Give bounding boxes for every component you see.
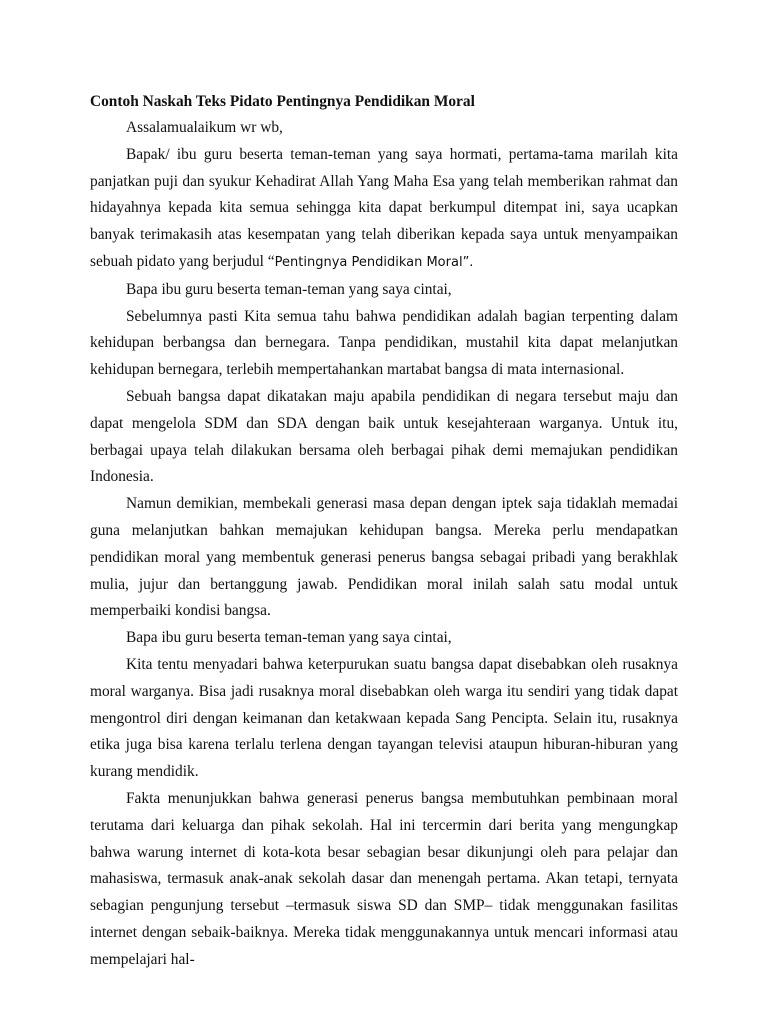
paragraph-3: Sebuah bangsa dapat dikatakan maju apabila pendidikan di negara tersebut maju dan dapat mengelola SDM dan SDA dengan baik untuk kesejahteraan warganya. Untuk itu, berbagai upaya telah dilakukan bersama oleh berbagai pihak demi memajukan pendidikan Indonesia. bbox=[90, 387, 678, 486]
paragraph-opening-end: ”. bbox=[462, 254, 474, 270]
paragraph-opening-text: Bapak/ ibu guru beserta teman-teman yang saya hormati, pertama-tama marilah kita panjatkan puji dan syukur Kehadirat Allah Yang Maha Esa yang telah memberikan rahmat dan hidayahnya kepada kita semua sehingga kita dapat berkumpul ditempat ini, saya ucapkan banyak terimakasih atas kesempatan yang telah diberikan kepada saya untuk menyampaikan sebuah pidato yang berjudul “ bbox=[90, 145, 678, 270]
paragraph-4: Namun demikian, membekali generasi masa depan dengan iptek saja tidaklah memadai guna melanjutkan bahkan memajukan kehidupan bangsa. Mereka perlu mendapatkan pendidikan moral yang membentuk generasi penerus bangsa sebagai pribadi yang berakhlak mulia, jujur dan bertanggung jawab. Pendidikan moral inilah salah satu modal untuk memperbaiki kondisi bangsa. bbox=[90, 495, 678, 620]
greeting-paragraph: Assalamualaikum wr wb, bbox=[126, 119, 283, 136]
speech-title-quote: Pentingnya Pendidikan Moral bbox=[274, 254, 463, 270]
paragraph-opening bbox=[90, 142, 678, 277]
paragraph-2: Sebelumnya pasti Kita semua tahu bahwa pendidikan adalah bagian terpenting dalam kehidupan berbangsa dan bernegara. Tanpa pendidikan, mustahil kita dapat melanjutkan kehidupan bernegara, terlebih mempertahankan martabat bangsa di mata internasional. bbox=[90, 307, 678, 379]
address-paragraph-2: Bapa ibu guru beserta teman-teman yang saya cintai, bbox=[126, 629, 452, 647]
address-paragraph-1: Bapa ibu guru beserta teman-teman yang saya cintai, bbox=[126, 280, 452, 298]
paragraph-6: Fakta menunjukkan bahwa generasi penerus bangsa membutuhkan pembinaan moral terutama dari keluarga dan pihak sekolah. Hal ini tercermin dari berita yang mengungkap bahwa warung internet di kota-kota besar sebagian besar dikunjungi oleh para pelajar dan mahasiswa, termasuk anak-anak sekolah dasar dan menengah pertama. Akan tetapi, ternyata sebagian pengunjung tersebut –termasuk siswa SD dan SMP– tidak menggunakan fasilitas internet dengan sebaik-baiknya. Mereka tidak menggunakannya untuk mencari informasi atau mempelajari hal- bbox=[90, 789, 678, 968]
document-title: Contoh Naskah Teks Pidato Pentingnya Pendidikan Moral bbox=[90, 93, 475, 110]
document-page bbox=[90, 88, 678, 974]
paragraph-5: Kita tentu menyadari bahwa keterpurukan suatu bangsa dapat disebabkan oleh rusaknya moral warganya. Bisa jadi rusaknya moral disebabkan oleh warga itu sendiri yang tidak dapat mengontrol diri dengan keimanan dan ketakwaan kepada Sang Pencipta. Selain itu, rusaknya etika juga bisa karena terlalu terlena dengan tayangan televisi ataupun hiburan-hiburan yang kurang mendidik. bbox=[90, 655, 678, 781]
